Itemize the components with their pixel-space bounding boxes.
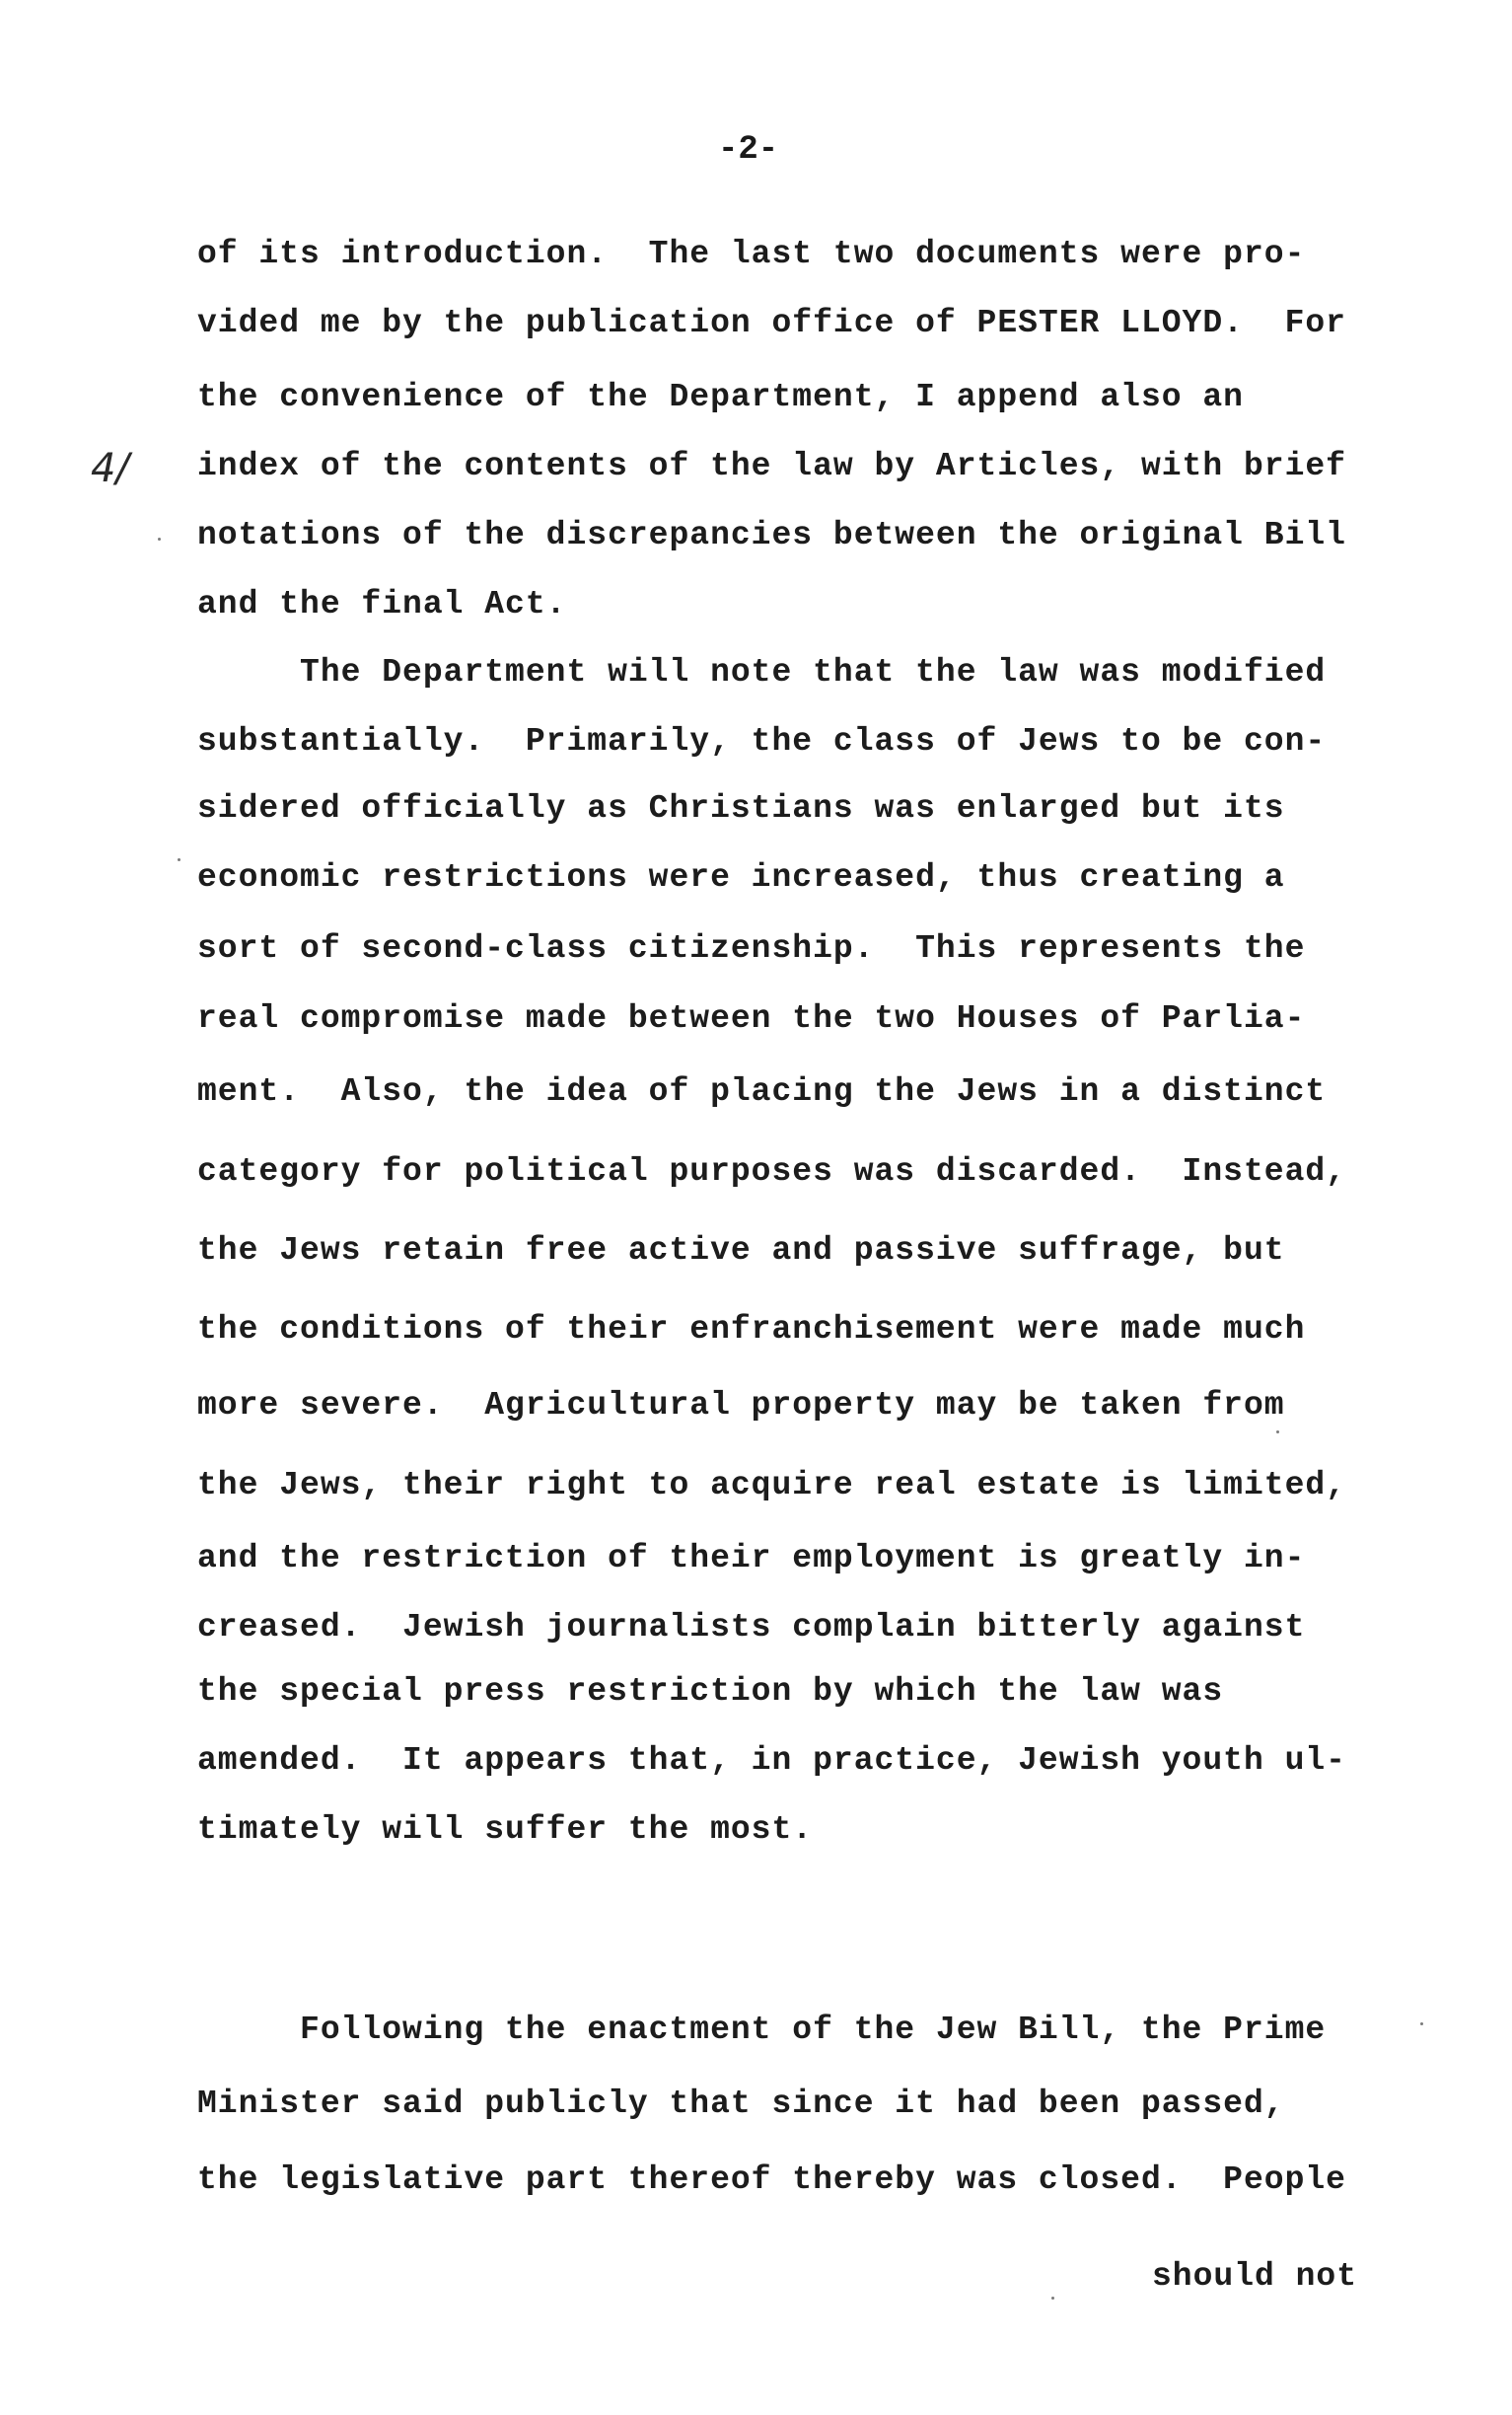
- text-line: the Jews, their right to acquire real estate is limited,: [197, 1467, 1346, 1503]
- text-line: sort of second-class citizenship. This represents the: [197, 930, 1306, 967]
- text-line: and the restriction of their employment is greatly in-: [197, 1540, 1306, 1576]
- text-line: the convenience of the Department, I append also an: [197, 379, 1244, 415]
- scan-speck: [178, 858, 180, 861]
- text-line: real compromise made between the two Houses of Parlia-: [197, 1000, 1306, 1037]
- text-line: the conditions of their enfranchisement were made much: [197, 1311, 1306, 1348]
- text-line: vided me by the publication office of PESTER LLOYD. For: [197, 305, 1346, 341]
- scan-speck: [1420, 2022, 1423, 2025]
- text-line: Following the enactment of the Jew Bill, the Prime: [197, 2012, 1327, 2048]
- text-line: the special press restriction by which the law was: [197, 1673, 1224, 1710]
- text-line: timately will suffer the most.: [197, 1811, 814, 1848]
- text-line: economic restrictions were increased, thus creating a: [197, 859, 1285, 896]
- text-line: ment. Also, the idea of placing the Jews in a distinct: [197, 1073, 1327, 1110]
- text-line: creased. Jewish journalists complain bitterly against: [197, 1609, 1306, 1646]
- text-line: and the final Act.: [197, 586, 567, 622]
- text-line: sidered officially as Christians was enlarged but its: [197, 790, 1285, 827]
- text-line: The Department will note that the law was modified: [197, 654, 1327, 691]
- text-line: amended. It appears that, in practice, Jewish youth ul-: [197, 1742, 1346, 1779]
- scan-speck: [1051, 2297, 1054, 2300]
- text-line: category for political purposes was discarded. Instead,: [197, 1153, 1346, 1190]
- text-line: index of the contents of the law by Articles, with brief: [197, 448, 1346, 484]
- catchword: should not: [1152, 2258, 1358, 2295]
- text-line: the legislative part thereof thereby was closed. People: [197, 2161, 1346, 2198]
- scan-speck: [158, 538, 161, 541]
- text-line: of its introduction. The last two documents were pro-: [197, 236, 1306, 272]
- text-line: the Jews retain free active and passive suffrage, but: [197, 1232, 1285, 1269]
- text-line: notations of the discrepancies between the original Bill: [197, 517, 1346, 553]
- margin-annotation: 4/: [91, 446, 129, 491]
- page-number: -2-: [718, 131, 779, 169]
- text-line: more severe. Agricultural property may be taken from: [197, 1387, 1285, 1424]
- text-line: substantially. Primarily, the class of Jews to be con-: [197, 723, 1327, 760]
- text-line: Minister said publicly that since it had been passed,: [197, 2086, 1285, 2122]
- scan-speck: [1276, 1430, 1279, 1433]
